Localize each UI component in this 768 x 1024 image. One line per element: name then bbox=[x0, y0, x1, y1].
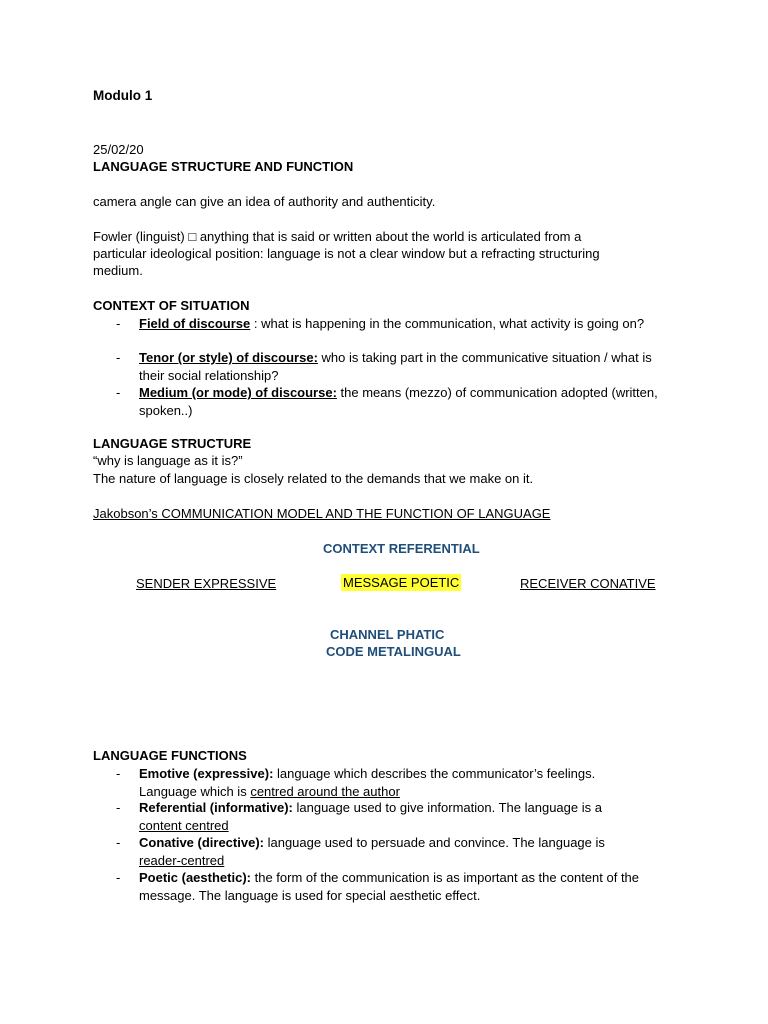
fowler-line-1: Fowler (linguist) □ anything that is said or written about the world is articulated from a bbox=[93, 229, 582, 244]
doc-title: Modulo 1 bbox=[93, 88, 153, 103]
doc-date: 25/02/20 bbox=[93, 142, 144, 157]
context-item-medium bbox=[139, 384, 679, 419]
referential-underlined: content centred bbox=[139, 817, 229, 833]
fowler-line-3: medium. bbox=[93, 263, 143, 278]
function-item-poetic bbox=[139, 869, 679, 904]
context-heading: CONTEXT OF SITUATION bbox=[93, 298, 250, 313]
term-tenor: Tenor (or style) of discourse: bbox=[139, 350, 318, 365]
term-medium: Medium (or mode) of discourse: bbox=[139, 385, 337, 400]
bullet-dash: - bbox=[116, 766, 121, 781]
bullet-dash: - bbox=[116, 870, 121, 885]
camera-angle-line: camera angle can give an idea of authority and authenticity. bbox=[93, 194, 436, 209]
bullet-dash: - bbox=[116, 800, 121, 815]
bullet-dash: - bbox=[116, 385, 121, 400]
bullet-dash: - bbox=[116, 835, 121, 850]
structure-heading: LANGUAGE STRUCTURE bbox=[93, 436, 252, 451]
term-referential: Referential (informative): bbox=[139, 800, 293, 815]
term-conative: Conative (directive): bbox=[139, 835, 264, 850]
sender-expressive: SENDER EXPRESSIVE bbox=[136, 576, 277, 591]
function-item-referential bbox=[139, 799, 679, 834]
structure-quote: “why is language as it is?” bbox=[93, 453, 243, 468]
desc-emotive: language which describes the communicator’s feelings. bbox=[273, 766, 596, 781]
function-item-emotive bbox=[139, 765, 679, 800]
term-poetic: Poetic (aesthetic): bbox=[139, 870, 251, 885]
desc-field: : what is happening in the communication, what activity is going on? bbox=[250, 316, 645, 331]
context-item-tenor bbox=[139, 349, 679, 384]
bullet-dash: - bbox=[116, 350, 121, 365]
channel-phatic: CHANNEL PHATIC bbox=[330, 627, 445, 642]
conative-underlined: reader-centred bbox=[139, 852, 225, 868]
message-poetic-highlight: MESSAGE POETIC bbox=[343, 575, 460, 590]
context-referential: CONTEXT REFERENTIAL bbox=[323, 541, 480, 556]
code-metalingual: CODE METALINGUAL bbox=[326, 644, 461, 659]
context-item-field bbox=[139, 315, 679, 333]
function-item-conative bbox=[139, 834, 679, 869]
structure-text: The nature of language is closely related to the demands that we make on it. bbox=[93, 471, 534, 486]
term-field: Field of discourse bbox=[139, 316, 251, 331]
functions-heading: LANGUAGE FUNCTIONS bbox=[93, 748, 247, 763]
bullet-dash: - bbox=[116, 316, 121, 331]
desc-conative: language used to persuade and convince. The language is bbox=[263, 835, 605, 850]
desc-poetic: the form of the communication is as important as the content of the message. The language is used for special aesthetic effect. bbox=[139, 870, 640, 903]
desc-emotive-2: Language which is bbox=[139, 783, 251, 799]
desc-referential: language used to give information. The language is a bbox=[292, 800, 602, 815]
section-heading-structure-function: LANGUAGE STRUCTURE AND FUNCTION bbox=[93, 159, 354, 174]
emotive-underlined: centred around the author bbox=[250, 783, 400, 799]
desc-tenor: who is taking part in the communicative situation / what is their social relationship? bbox=[139, 350, 652, 383]
receiver-conative: RECEIVER CONATIVE bbox=[520, 576, 656, 591]
jakobson-heading: Jakobson’s COMMUNICATION MODEL AND THE FUNCTION OF LANGUAGE bbox=[93, 506, 551, 521]
term-emotive: Emotive (expressive): bbox=[139, 766, 274, 781]
desc-medium: the means (mezzo) of communication adopted (written, spoken..) bbox=[139, 385, 658, 418]
fowler-line-2: particular ideological position: language is not a clear window but a refracting structuring bbox=[93, 246, 600, 261]
message-poetic bbox=[341, 574, 461, 591]
